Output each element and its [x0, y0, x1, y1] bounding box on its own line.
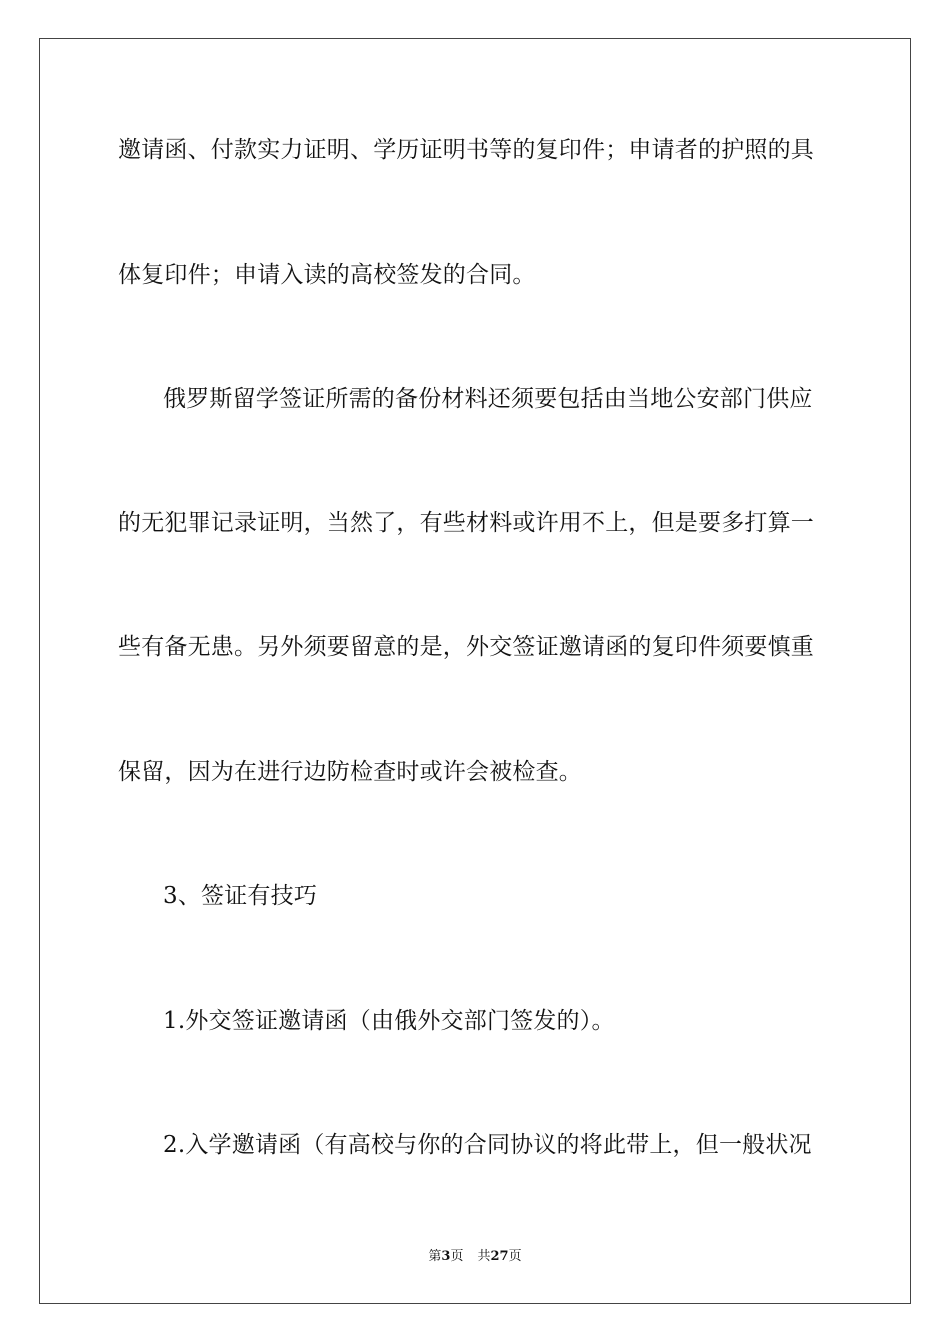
total-pages: 27 — [490, 1249, 509, 1264]
paragraph-line-5: 些有备无患。另外须要留意的是，外交签证邀请函的复印件须要慎重 — [118, 634, 814, 660]
paragraph-line-2: 体复印件；申请入读的高校签发的合同。 — [118, 262, 536, 288]
section-heading: 3、签证有技巧 — [163, 883, 318, 909]
page-border — [39, 38, 911, 1304]
paragraph-line-1: 邀请函、付款实力证明、学历证明书等的复印件；申请者的护照的具 — [118, 137, 814, 163]
paragraph-line-3: 俄罗斯留学签证所需的备份材料还须要包括由当地公安部门供应 — [163, 386, 813, 412]
list-item-1: 1.外交签证邀请函（由俄外交部门签发的）。 — [163, 1008, 615, 1034]
paragraph-line-6: 保留，因为在进行边防检查时或许会被检查。 — [118, 759, 582, 785]
total-suffix: 页 — [508, 1249, 522, 1264]
page-number: 3 — [441, 1249, 451, 1264]
page-footer — [0, 1248, 950, 1266]
list-item-2: 2.入学邀请函（有高校与你的合同协议的将此带上，但一般状况 — [163, 1132, 812, 1158]
page-prefix: 第 — [428, 1249, 442, 1264]
page-suffix: 页 — [450, 1249, 464, 1264]
paragraph-line-4: 的无犯罪记录证明，当然了，有些材料或许用不上，但是要多打算一 — [118, 510, 814, 536]
total-prefix: 共 — [477, 1249, 491, 1264]
